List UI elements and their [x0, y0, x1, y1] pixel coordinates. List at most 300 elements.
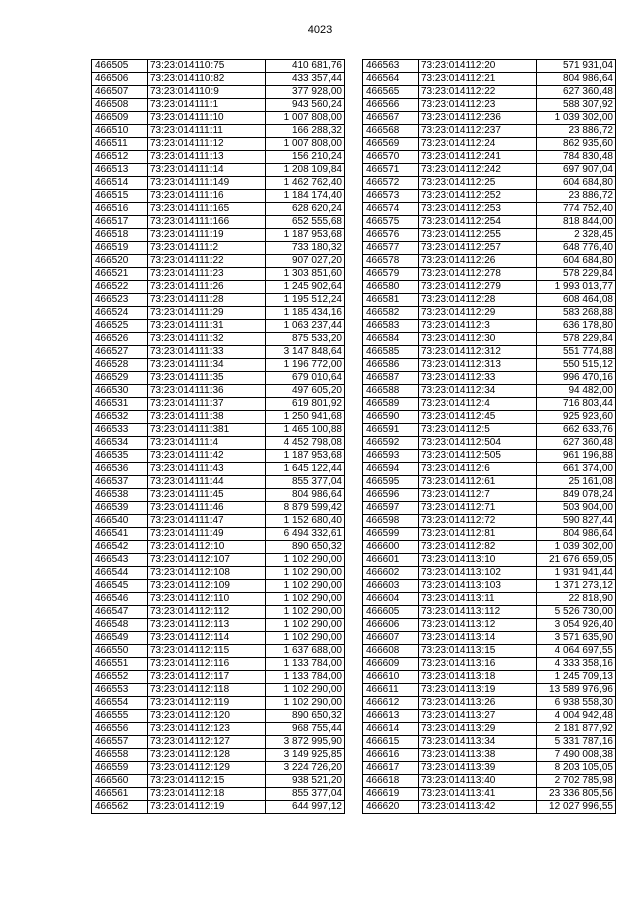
table-row	[363, 697, 616, 710]
value-cell: 2 181 877,92	[537, 723, 616, 736]
row-id-cell: 466607	[363, 632, 419, 645]
cadastral-number-cell: 73:23:014112:129	[148, 762, 266, 775]
table-row	[363, 619, 616, 632]
table-row	[92, 307, 345, 320]
row-id-cell: 466611	[363, 684, 419, 697]
value-cell: 733 180,32	[266, 242, 345, 255]
value-cell: 1 645 122,44	[266, 463, 345, 476]
row-id-cell: 466534	[92, 437, 148, 450]
value-cell: 551 774,88	[537, 346, 616, 359]
row-id-cell: 466585	[363, 346, 419, 359]
value-cell: 1 063 237,44	[266, 320, 345, 333]
value-cell: 875 533,20	[266, 333, 345, 346]
value-cell: 6 494 332,61	[266, 528, 345, 541]
table-row	[363, 99, 616, 112]
row-id-cell: 466619	[363, 788, 419, 801]
cadastral-number-cell: 73:23:014112:22	[419, 86, 537, 99]
cadastral-number-cell: 73:23:014113:112	[419, 606, 537, 619]
value-cell: 968 755,44	[266, 723, 345, 736]
table-row	[92, 645, 345, 658]
table-row	[363, 515, 616, 528]
row-id-cell: 466541	[92, 528, 148, 541]
row-id-cell: 466507	[92, 86, 148, 99]
table-row	[363, 788, 616, 801]
table-row	[92, 554, 345, 567]
cadastral-number-cell: 73:23:014112:108	[148, 567, 266, 580]
table-row	[92, 541, 345, 554]
cadastral-number-cell: 73:23:014112:10	[148, 541, 266, 554]
table-row	[92, 515, 345, 528]
cadastral-number-cell: 73:23:014111:31	[148, 320, 266, 333]
table-row	[363, 554, 616, 567]
value-cell: 550 515,12	[537, 359, 616, 372]
cadastral-number-cell: 73:23:014111:16	[148, 190, 266, 203]
value-cell: 23 336 805,56	[537, 788, 616, 801]
cadastral-number-cell: 73:23:014111:33	[148, 346, 266, 359]
row-id-cell: 466518	[92, 229, 148, 242]
value-cell: 6 938 558,30	[537, 697, 616, 710]
table-row	[363, 190, 616, 203]
row-id-cell: 466620	[363, 801, 419, 814]
value-cell: 996 470,16	[537, 372, 616, 385]
table-row	[92, 242, 345, 255]
cadastral-number-cell: 73:23:014112:236	[419, 112, 537, 125]
table-row	[92, 411, 345, 424]
register-table-left	[91, 59, 345, 814]
row-id-cell: 466527	[92, 346, 148, 359]
table-row	[92, 463, 345, 476]
value-cell: 1 102 290,00	[266, 580, 345, 593]
value-cell: 23 886,72	[537, 190, 616, 203]
row-id-cell: 466523	[92, 294, 148, 307]
cadastral-number-cell: 73:23:014112:255	[419, 229, 537, 242]
table-row	[363, 294, 616, 307]
row-id-cell: 466575	[363, 216, 419, 229]
table-row	[363, 112, 616, 125]
cadastral-number-cell: 73:23:014112:119	[148, 697, 266, 710]
row-id-cell: 466614	[363, 723, 419, 736]
row-id-cell: 466593	[363, 450, 419, 463]
row-id-cell: 466553	[92, 684, 148, 697]
row-id-cell: 466549	[92, 632, 148, 645]
table-row	[92, 775, 345, 788]
row-id-cell: 466536	[92, 463, 148, 476]
value-cell: 604 684,80	[537, 177, 616, 190]
value-cell: 652 555,68	[266, 216, 345, 229]
cadastral-number-cell: 73:23:014113:29	[419, 723, 537, 736]
table-row	[92, 190, 345, 203]
cadastral-number-cell: 73:23:014112:109	[148, 580, 266, 593]
cadastral-number-cell: 73:23:014113:102	[419, 567, 537, 580]
page-number: 4023	[307, 24, 333, 36]
cadastral-number-cell: 73:23:014113:15	[419, 645, 537, 658]
cadastral-number-cell: 73:23:014113:10	[419, 554, 537, 567]
cadastral-number-cell: 73:23:014111:34	[148, 359, 266, 372]
row-id-cell: 466561	[92, 788, 148, 801]
cadastral-number-cell: 73:23:014113:26	[419, 697, 537, 710]
value-cell: 855 377,04	[266, 476, 345, 489]
cadastral-number-cell: 73:23:014112:23	[419, 99, 537, 112]
table-row	[92, 450, 345, 463]
cadastral-number-cell: 73:23:014113:19	[419, 684, 537, 697]
table-row	[363, 151, 616, 164]
row-id-cell: 466606	[363, 619, 419, 632]
value-cell: 2 702 785,98	[537, 775, 616, 788]
row-id-cell: 466537	[92, 476, 148, 489]
cadastral-number-cell: 73:23:014111:381	[148, 424, 266, 437]
cadastral-number-cell: 73:23:014111:22	[148, 255, 266, 268]
cadastral-number-cell: 73:23:014112:505	[419, 450, 537, 463]
table-row	[363, 385, 616, 398]
value-cell: 1 039 302,00	[537, 112, 616, 125]
value-cell: 1 195 512,24	[266, 294, 345, 307]
table-row	[92, 99, 345, 112]
cadastral-number-cell: 73:23:014112:5	[419, 424, 537, 437]
table-row	[92, 125, 345, 138]
table-row	[92, 86, 345, 99]
table-row	[363, 268, 616, 281]
row-id-cell: 466601	[363, 554, 419, 567]
cadastral-number-cell: 73:23:014112:118	[148, 684, 266, 697]
cadastral-number-cell: 73:23:014111:29	[148, 307, 266, 320]
row-id-cell: 466524	[92, 307, 148, 320]
value-cell: 648 776,40	[537, 242, 616, 255]
table-row	[363, 476, 616, 489]
value-cell: 1 133 784,00	[266, 671, 345, 684]
value-cell: 849 078,24	[537, 489, 616, 502]
table-row	[363, 372, 616, 385]
value-cell: 578 229,84	[537, 268, 616, 281]
cadastral-number-cell: 73:23:014111:149	[148, 177, 266, 190]
row-id-cell: 466573	[363, 190, 419, 203]
row-id-cell: 466600	[363, 541, 419, 554]
row-id-cell: 466545	[92, 580, 148, 593]
row-id-cell: 466559	[92, 762, 148, 775]
row-id-cell: 466514	[92, 177, 148, 190]
row-id-cell: 466544	[92, 567, 148, 580]
cadastral-number-cell: 73:23:014112:127	[148, 736, 266, 749]
value-cell: 166 288,32	[266, 125, 345, 138]
row-id-cell: 466591	[363, 424, 419, 437]
table-row	[363, 164, 616, 177]
table-row	[92, 606, 345, 619]
value-cell: 571 931,04	[537, 60, 616, 73]
cadastral-number-cell: 73:23:014112:117	[148, 671, 266, 684]
value-cell: 3 571 635,90	[537, 632, 616, 645]
table-row	[363, 749, 616, 762]
table-row	[363, 645, 616, 658]
cadastral-number-cell: 73:23:014112:123	[148, 723, 266, 736]
table-row	[363, 60, 616, 73]
value-cell: 22 818,90	[537, 593, 616, 606]
table-row	[92, 177, 345, 190]
row-id-cell: 466612	[363, 697, 419, 710]
table-row	[92, 671, 345, 684]
row-id-cell: 466579	[363, 268, 419, 281]
table-row	[363, 411, 616, 424]
cadastral-number-cell: 73:23:014113:103	[419, 580, 537, 593]
value-cell: 377 928,00	[266, 86, 345, 99]
cadastral-number-cell: 73:23:014111:13	[148, 151, 266, 164]
value-cell: 1 007 808,00	[266, 112, 345, 125]
cadastral-number-cell: 73:23:014110:9	[148, 86, 266, 99]
value-cell: 94 482,00	[537, 385, 616, 398]
table-row	[363, 450, 616, 463]
row-id-cell: 466505	[92, 60, 148, 73]
cadastral-number-cell: 73:23:014112:107	[148, 554, 266, 567]
value-cell: 627 360,48	[537, 86, 616, 99]
value-cell: 1 245 902,64	[266, 281, 345, 294]
row-id-cell: 466546	[92, 593, 148, 606]
cadastral-number-cell: 73:23:014112:114	[148, 632, 266, 645]
cadastral-number-cell: 73:23:014112:241	[419, 151, 537, 164]
table-row	[92, 593, 345, 606]
row-id-cell: 466568	[363, 125, 419, 138]
row-id-cell: 466580	[363, 281, 419, 294]
table-row	[92, 216, 345, 229]
table-row	[363, 229, 616, 242]
value-cell: 1 185 434,16	[266, 307, 345, 320]
value-cell: 23 886,72	[537, 125, 616, 138]
cadastral-number-cell: 73:23:014111:2	[148, 242, 266, 255]
table-row	[92, 723, 345, 736]
cadastral-number-cell: 73:23:014113:18	[419, 671, 537, 684]
row-id-cell: 466569	[363, 138, 419, 151]
table-row	[363, 307, 616, 320]
cadastral-number-cell: 73:23:014111:1	[148, 99, 266, 112]
table-row	[92, 164, 345, 177]
table-row	[92, 151, 345, 164]
row-id-cell: 466615	[363, 736, 419, 749]
value-cell: 1 102 290,00	[266, 632, 345, 645]
row-id-cell: 466554	[92, 697, 148, 710]
value-cell: 5 331 787,16	[537, 736, 616, 749]
table-row	[92, 710, 345, 723]
value-cell: 661 374,00	[537, 463, 616, 476]
row-id-cell: 466616	[363, 749, 419, 762]
cadastral-number-cell: 73:23:014111:165	[148, 203, 266, 216]
table-row	[363, 463, 616, 476]
table-row	[363, 593, 616, 606]
table-row	[92, 372, 345, 385]
value-cell: 774 752,40	[537, 203, 616, 216]
cadastral-number-cell: 73:23:014112:34	[419, 385, 537, 398]
cadastral-number-cell: 73:23:014110:75	[148, 60, 266, 73]
table-row	[92, 385, 345, 398]
table-row	[363, 346, 616, 359]
register-table-left-body	[92, 60, 345, 814]
row-id-cell: 466538	[92, 489, 148, 502]
cadastral-number-cell: 73:23:014112:128	[148, 749, 266, 762]
cadastral-number-cell: 73:23:014113:12	[419, 619, 537, 632]
table-row	[363, 723, 616, 736]
cadastral-number-cell: 73:23:014111:12	[148, 138, 266, 151]
row-id-cell: 466586	[363, 359, 419, 372]
value-cell: 890 650,32	[266, 541, 345, 554]
register-table-right	[362, 59, 616, 814]
table-row	[363, 320, 616, 333]
row-id-cell: 466572	[363, 177, 419, 190]
table-row	[92, 736, 345, 749]
row-id-cell: 466588	[363, 385, 419, 398]
cadastral-number-cell: 73:23:014112:15	[148, 775, 266, 788]
value-cell: 1 102 290,00	[266, 697, 345, 710]
row-id-cell: 466539	[92, 502, 148, 515]
table-row	[92, 788, 345, 801]
cadastral-number-cell: 73:23:014112:312	[419, 346, 537, 359]
cadastral-number-cell: 73:23:014112:279	[419, 281, 537, 294]
value-cell: 3 872 995,90	[266, 736, 345, 749]
row-id-cell: 466531	[92, 398, 148, 411]
table-row	[92, 138, 345, 151]
cadastral-number-cell: 73:23:014112:6	[419, 463, 537, 476]
row-id-cell: 466567	[363, 112, 419, 125]
cadastral-number-cell: 73:23:014113:16	[419, 658, 537, 671]
value-cell: 156 210,24	[266, 151, 345, 164]
row-id-cell: 466529	[92, 372, 148, 385]
row-id-cell: 466587	[363, 372, 419, 385]
cadastral-number-cell: 73:23:014112:71	[419, 502, 537, 515]
cadastral-number-cell: 73:23:014111:11	[148, 125, 266, 138]
row-id-cell: 466609	[363, 658, 419, 671]
row-id-cell: 466574	[363, 203, 419, 216]
table-row	[92, 60, 345, 73]
value-cell: 662 633,76	[537, 424, 616, 437]
cadastral-number-cell: 73:23:014112:113	[148, 619, 266, 632]
value-cell: 925 923,60	[537, 411, 616, 424]
row-id-cell: 466532	[92, 411, 148, 424]
table-row	[363, 255, 616, 268]
cadastral-number-cell: 73:23:014112:252	[419, 190, 537, 203]
row-id-cell: 466592	[363, 437, 419, 450]
cadastral-number-cell: 73:23:014112:28	[419, 294, 537, 307]
cadastral-number-cell: 73:23:014111:37	[148, 398, 266, 411]
value-cell: 1 102 290,00	[266, 554, 345, 567]
table-row	[92, 398, 345, 411]
table-row	[92, 229, 345, 242]
row-id-cell: 466533	[92, 424, 148, 437]
row-id-cell: 466617	[363, 762, 419, 775]
row-id-cell: 466520	[92, 255, 148, 268]
value-cell: 697 907,04	[537, 164, 616, 177]
table-row	[363, 333, 616, 346]
table-row	[363, 489, 616, 502]
cadastral-number-cell: 73:23:014111:42	[148, 450, 266, 463]
row-id-cell: 466583	[363, 320, 419, 333]
row-id-cell: 466519	[92, 242, 148, 255]
row-id-cell: 466605	[363, 606, 419, 619]
table-row	[363, 736, 616, 749]
table-row	[92, 203, 345, 216]
cadastral-number-cell: 73:23:014111:23	[148, 268, 266, 281]
row-id-cell: 466576	[363, 229, 419, 242]
value-cell: 3 224 726,20	[266, 762, 345, 775]
row-id-cell: 466510	[92, 125, 148, 138]
table-row	[92, 632, 345, 645]
value-cell: 433 357,44	[266, 73, 345, 86]
table-row	[92, 801, 345, 814]
table-row	[363, 424, 616, 437]
row-id-cell: 466618	[363, 775, 419, 788]
value-cell: 608 464,08	[537, 294, 616, 307]
table-row	[363, 632, 616, 645]
row-id-cell: 466552	[92, 671, 148, 684]
cadastral-number-cell: 73:23:014111:10	[148, 112, 266, 125]
table-row	[363, 216, 616, 229]
row-id-cell: 466551	[92, 658, 148, 671]
value-cell: 862 935,60	[537, 138, 616, 151]
cadastral-number-cell: 73:23:014112:278	[419, 268, 537, 281]
cadastral-number-cell: 73:23:014112:313	[419, 359, 537, 372]
cadastral-number-cell: 73:23:014111:44	[148, 476, 266, 489]
value-cell: 1 462 762,40	[266, 177, 345, 190]
cadastral-number-cell: 73:23:014112:61	[419, 476, 537, 489]
value-cell: 12 027 996,55	[537, 801, 616, 814]
row-id-cell: 466550	[92, 645, 148, 658]
value-cell: 628 620,24	[266, 203, 345, 216]
row-id-cell: 466540	[92, 515, 148, 528]
table-row	[92, 73, 345, 86]
row-id-cell: 466513	[92, 164, 148, 177]
value-cell: 644 997,12	[266, 801, 345, 814]
row-id-cell: 466610	[363, 671, 419, 684]
value-cell: 961 196,88	[537, 450, 616, 463]
row-id-cell: 466530	[92, 385, 148, 398]
table-row	[92, 112, 345, 125]
value-cell: 1 039 302,00	[537, 541, 616, 554]
row-id-cell: 466560	[92, 775, 148, 788]
value-cell: 590 827,44	[537, 515, 616, 528]
table-row	[363, 710, 616, 723]
cadastral-number-cell: 73:23:014111:36	[148, 385, 266, 398]
cadastral-number-cell: 73:23:014111:4	[148, 437, 266, 450]
table-row	[92, 320, 345, 333]
row-id-cell: 466548	[92, 619, 148, 632]
table-row	[363, 177, 616, 190]
value-cell: 25 161,08	[537, 476, 616, 489]
value-cell: 943 560,24	[266, 99, 345, 112]
value-cell: 3 147 848,64	[266, 346, 345, 359]
value-cell: 1 102 290,00	[266, 606, 345, 619]
value-cell: 1 465 100,88	[266, 424, 345, 437]
table-row	[363, 801, 616, 814]
cadastral-number-cell: 73:23:014113:14	[419, 632, 537, 645]
value-cell: 7 490 008,38	[537, 749, 616, 762]
row-id-cell: 466562	[92, 801, 148, 814]
cadastral-number-cell: 73:23:014112:72	[419, 515, 537, 528]
row-id-cell: 466528	[92, 359, 148, 372]
table-row	[363, 502, 616, 515]
row-id-cell: 466511	[92, 138, 148, 151]
row-id-cell: 466565	[363, 86, 419, 99]
row-id-cell: 466557	[92, 736, 148, 749]
table-row	[363, 73, 616, 86]
row-id-cell: 466581	[363, 294, 419, 307]
table-row	[92, 619, 345, 632]
cadastral-number-cell: 73:23:014113:41	[419, 788, 537, 801]
cadastral-number-cell: 73:23:014112:33	[419, 372, 537, 385]
table-row	[363, 203, 616, 216]
value-cell: 1 102 290,00	[266, 567, 345, 580]
value-cell: 4 333 358,16	[537, 658, 616, 671]
table-row	[363, 775, 616, 788]
table-row	[92, 294, 345, 307]
cadastral-number-cell: 73:23:014112:20	[419, 60, 537, 73]
value-cell: 636 178,80	[537, 320, 616, 333]
cadastral-number-cell: 73:23:014112:82	[419, 541, 537, 554]
cadastral-number-cell: 73:23:014113:11	[419, 593, 537, 606]
row-id-cell: 466602	[363, 567, 419, 580]
